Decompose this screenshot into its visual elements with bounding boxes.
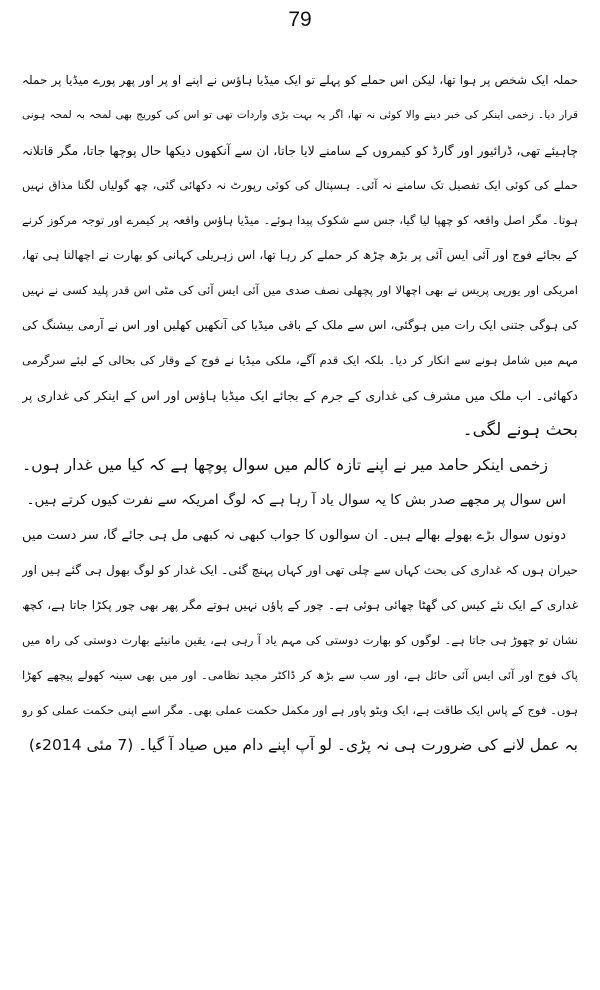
text-line: حملہ ایک شخص پر ہوا تھا، لیکن اس حملے کو پہلے تو ایک میڈیا ہاؤس نے اپنے او پر اور پھر پورے میڈیا پر حملہ <box>22 73 578 87</box>
text-line: ہوتا۔ مگر اصل واقعہ کو چھپا لیا گیا، جس سے شکوک پیدا ہوئے۔ میڈیا ہاؤس واقعہ پر کیمرے اور توجہ مرکوز کرنے <box>22 213 578 227</box>
text-line: کی ہوگی جتنی ایک رات میں ہوگئی، اس سے ملک کے باقی میڈیا کی آنکھیں کھلیں اور اس نے آرمی بیشنگ کی <box>22 318 578 332</box>
page-number: 79 <box>288 8 312 31</box>
text-line: غداری کے ایک نئے کیس کی گھٹا چھائی ہوئی ہے۔ چور کے پاؤں نہیں ہوتے مگر پھر بھی چور پکڑا جاتا ہے، کچھ <box>22 598 578 612</box>
paragraph-line: زخمی اینکر حامد میر نے اپنے تازہ کالم میں سوال پوچھا ہے کہ کیا میں غدار ہوں۔ <box>22 456 548 474</box>
text-line: کے بجائے فوج اور آئی ایس آئی پر بڑھ چڑھ کر حملے کر رہا تھا، اس زہریلی کہانی کو بھارت نے اچھالنا ہی تھا، <box>22 248 578 262</box>
paragraph-end-line: بہ عمل لانے کی ضرورت ہی نہ پڑی۔ لو آپ اپنے دام میں صیاد آ گیا۔ (7 مئی 2014ء) <box>28 736 578 754</box>
text-line: پاک فوج اور آئی ایس آئی حائل ہے، اور سب سے بڑھ کر ڈاکٹر مجید نظامی۔ اور میں بھی سینہ کھولے پیچھے کھڑا <box>22 668 578 682</box>
paragraph-line: اس سوال پر مجھے صدر بش کا یہ سوال یاد آ رہا ہے کہ لوگ امریکہ سے نفرت کیوں کرتے ہیں۔ <box>26 492 566 508</box>
text-line: حملے کی کوئی ایک تفصیل تک سامنے نہ آئی۔ ہسپتال کی کوئی رپورٹ نہ دکھائی گئی، چھ گولیاں لگنا مذاق نہیں <box>22 178 578 192</box>
text-line: چاہیئے تھی، ڈرائیور اور گارڈ کو کیمروں کے سامنے لایا جاتا، ان سے آنکھوں دیکھا حال پوچھا جاتا، مگر قاتلانہ <box>22 143 578 158</box>
text-line: امریکی اور یورپی پریس نے بھی اچھالا اور پچھلی نصف صدی میں آئی ایس آئی کی مٹی اس قدر پلید کسی نے نہیں <box>22 283 578 297</box>
text-line: ہوں۔ فوج کے پاس ایک طاقت ہے، ایک ویٹو پاور ہے اور مکمل حکمت عملی بھی۔ مگر اسے اپنی حکمت عملی کو رو <box>22 703 578 717</box>
text-line: نشان تو چھوڑ ہی جاتا ہے۔ لوگوں کو بھارت دوستی کی مہم یاد آ رہی ہے، یقین مانیئے بھارت دوستی کی راہ میں <box>22 633 578 647</box>
text-line: حیران ہوں کہ غداری کی بحث کہاں سے چلی تھی اور کہاں پہنچ گئی۔ ایک غدار کو لوگ بھول ہی گئے ہیں اور <box>22 563 578 577</box>
text-line: دکھائی۔ اب ملک میں مشرف کی غداری کے جرم کے بجائے ایک میڈیا ہاؤس اور اس کے اینکر کی غداری پر <box>22 388 578 403</box>
text-line: مہم میں شامل ہونے سے انکار کر دیا۔ بلکہ ایک قدم آگے، ملکی میڈیا نے فوج کے وقار کی بحالی کے لیئے سرگرمی <box>22 353 578 367</box>
column-body-text <box>22 63 578 763</box>
text-line: دونوں سوال بڑے بھولے بھالے ہیں۔ ان سوالوں کا جواب کبھی نہ کبھی مل ہی جائے گا، سر دست میں <box>22 528 566 543</box>
text-line: قرار دیا۔ زخمی اینکر کی خبر دینے والا کوئی نہ تھا، اگر یہ بہت بڑی واردات تھی تو اس کی کوریج بھی لمحہ بہ لمحہ ہونی <box>22 109 578 121</box>
paragraph-end-line: بحث ہونے لگی۔ <box>462 420 578 440</box>
